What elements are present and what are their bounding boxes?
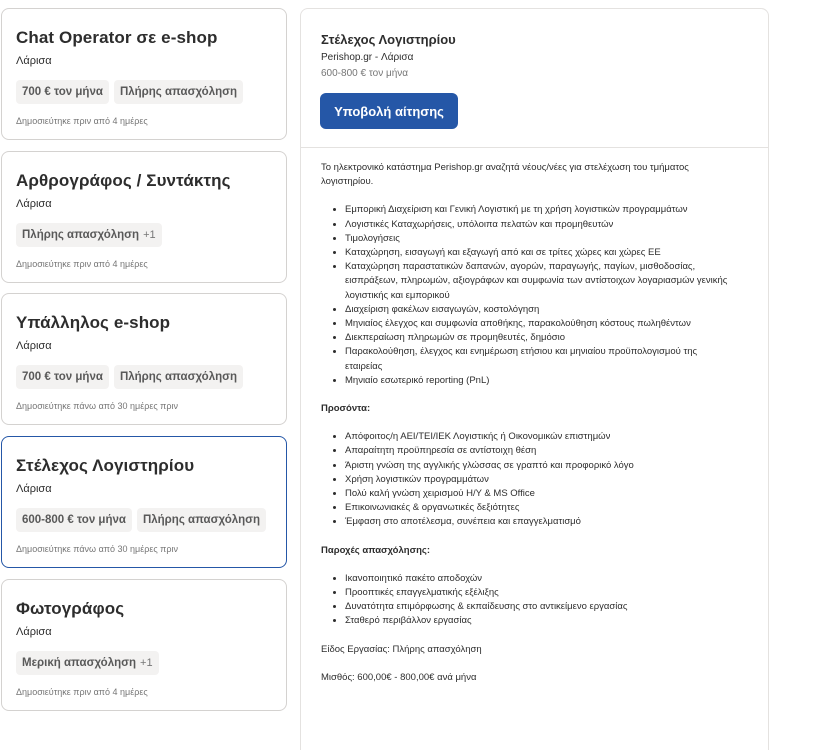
list-item: • Μηνιαίο εσωτερικό reporting (PnL) (345, 374, 731, 388)
job-location: Λάρισα (16, 483, 52, 495)
list-item: • Άριστη γνώση της αγγλικής γλώσσας σε γραπτό και προφορικό λόγο (345, 459, 731, 473)
benefits-list (337, 572, 731, 629)
job-detail-panel (300, 8, 769, 750)
qualifications-heading: Προσόντα: (321, 403, 371, 415)
job-title[interactable]: Φωτογράφος (16, 599, 125, 618)
job-card-eshop-employee[interactable] (1, 293, 287, 425)
salary-tag: 700 € τον μήνα (16, 365, 109, 389)
job-type-tag: Πλήρης απασχόληση (114, 365, 243, 389)
list-item: • Παρακολούθηση, έλεγχος και ενημέρωση ετήσιου και μηνιαίου προϋπολογισμού της εταιρείας (345, 345, 731, 373)
job-type-tag: Μερική απασχόληση +1 (16, 651, 159, 675)
job-card-photographer[interactable] (1, 579, 287, 711)
job-detail-salary: 600-800 € τον μήνα (321, 68, 409, 79)
job-location: Λάρισα (16, 198, 52, 210)
apply-button[interactable]: Υποβολή αίτησης (320, 93, 458, 129)
list-item: • Χρήση λογιστικών προγραμμάτων (345, 473, 731, 487)
qualifications-list (337, 430, 731, 529)
company-location: Perishop.gr - Λάρισα (321, 52, 414, 63)
job-tags (16, 365, 243, 389)
list-item: • Δυνατότητα επιμόρφωσης & εκπαίδευσης στο αντικείμενο εργασίας (345, 600, 731, 614)
list-item: • Απόφοιτος/η ΑΕΙ/ΤΕΙ/ΙΕΚ Λογιστικής ή Οικονομικών επιστημών (345, 430, 731, 444)
job-type-tag: Πλήρης απασχόληση (137, 508, 266, 532)
job-tags (16, 223, 162, 247)
duties-list (337, 203, 731, 388)
more-tags-count: +1 (143, 229, 156, 241)
more-tags-count: +1 (140, 657, 153, 669)
job-card-writer[interactable] (1, 151, 287, 283)
benefits-heading: Παροχές απασχόλησης: (321, 544, 430, 556)
salary-tag: 600-800 € τον μήνα (16, 508, 132, 532)
intro-text: Το ηλεκτρονικό κατάστημα Perishop.gr αναζητά νέους/νέες για στελέχωση του τμήματος λογιστηρίου. (321, 162, 689, 188)
job-location: Λάρισα (16, 55, 52, 67)
posted-date: Δημοσιεύτηκε πάνω από 30 ημέρες πριν (16, 401, 179, 411)
job-location: Λάρισα (16, 340, 52, 352)
job-tags (16, 651, 159, 675)
list-item: • Απαραίτητη προϋπηρεσία σε αντίστοιχη θέση (345, 444, 731, 458)
list-item: • Καταχώρηση, εισαγωγή και εξαγωγή από και σε τρίτες χώρες και χώρες ΕΕ (345, 246, 731, 260)
job-tags (16, 80, 243, 104)
job-title[interactable]: Chat Operator σε e-shop (16, 28, 218, 47)
list-item: • Εμπορική Διαχείριση και Γενική Λογιστική με τη χρήση λογιστικών προγραμμάτων (345, 203, 731, 217)
list-item: • Μηνιαίος έλεγχος και συμφωνία αποθήκης, παρακολούθηση κόστους πωληθέντων (345, 317, 731, 331)
list-item: • Διεκπεραίωση πληρωμών σε προμηθευτές, δημόσιο (345, 331, 731, 345)
list-item: • Επικοινωνιακές & οργανωτικές δεξιότητες (345, 501, 731, 515)
job-detail-header (301, 9, 768, 148)
job-location: Λάρισα (16, 626, 52, 638)
posted-date: Δημοσιεύτηκε πριν από 4 ημέρες (16, 687, 148, 697)
salary-tag: 700 € τον μήνα (16, 80, 109, 104)
list-item: • Προοπτικές επαγγελματικής εξέλιξης (345, 586, 731, 600)
list-item: • Καταχώρηση παραστατικών δαπανών, αγορών, παραγωγής, παγίων, μισθοδοσίας, εισπράξεων, πληρωμών, αξιογράφων και συμφωνία των αντίστοιχων λογαριασμών γενικής λογιστικής και εμπορικού (345, 260, 731, 303)
job-detail-title: Στέλεχος Λογιστηρίου (321, 32, 456, 47)
job-type-tag: Πλήρης απασχόληση (114, 80, 243, 104)
posted-date: Δημοσιεύτηκε πάνω από 30 ημέρες πριν (16, 544, 179, 554)
salary-line: Μισθός: 600,00€ - 800,00€ ανά μήνα (321, 671, 477, 683)
list-item: • Έμφαση στο αποτέλεσμα, συνέπεια και επαγγελματισμό (345, 515, 731, 529)
job-title[interactable]: Αρθρογράφος / Συντάκτης (16, 171, 231, 190)
job-card-chat-operator[interactable] (1, 8, 287, 140)
posted-date: Δημοσιεύτηκε πριν από 4 ημέρες (16, 259, 148, 269)
posted-date: Δημοσιεύτηκε πριν από 4 ημέρες (16, 116, 148, 126)
job-type-line: Είδος Εργασίας: Πλήρης απασχόληση (321, 643, 482, 655)
list-item: • Ικανοποιητικό πακέτο αποδοχών (345, 572, 731, 586)
job-description (321, 161, 731, 699)
job-title[interactable]: Υπάλληλος e-shop (16, 313, 171, 332)
list-item: • Λογιστικές Καταχωρήσεις, υπόλοιπα πελατών και προμηθευτών (345, 218, 731, 232)
list-item: • Τιμολογήσεις (345, 232, 731, 246)
list-item: • Σταθερό περιβάλλον εργασίας (345, 614, 731, 628)
list-item: • Πολύ καλή γνώση χειρισμού Η/Υ & MS Office (345, 487, 731, 501)
job-title[interactable]: Στέλεχος Λογιστηρίου (16, 456, 195, 475)
job-type-tag: Πλήρης απασχόληση +1 (16, 223, 162, 247)
list-item: • Διαχείριση φακέλων εισαγωγών, κοστολόγηση (345, 303, 731, 317)
job-tags (16, 508, 266, 532)
job-card-accounting-staff[interactable] (1, 436, 287, 568)
